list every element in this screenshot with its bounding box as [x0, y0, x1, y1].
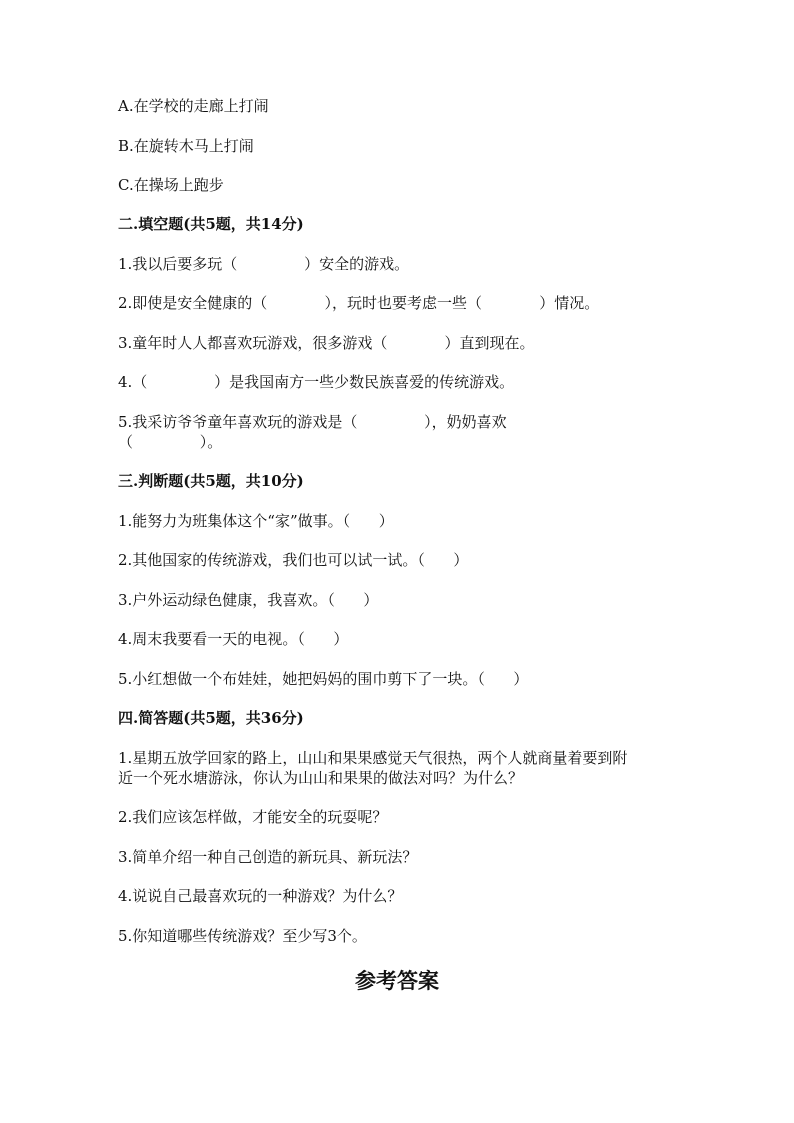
section-heading-short-answer: 四.简答题(共5题，共36分) — [118, 709, 304, 727]
choice-option-a: A.在学校的走廊上打闹 — [118, 97, 269, 115]
choice-option-b: B.在旋转木马上打闹 — [118, 137, 254, 155]
short-answer-question-3: 3.简单介绍一种自己创造的新玩具、新玩法？ — [118, 848, 418, 866]
short-answer-question-1: 1.星期五放学回家的路上，山山和果果感觉天气很热，两个人就商量着要到附 — [118, 749, 628, 767]
answer-section-title: 参考答案 — [355, 968, 439, 993]
section-heading-true-false: 三.判断题(共5题，共10分) — [118, 472, 304, 490]
fill-blank-question-5: 5.我采访爷爷童年喜欢玩的游戏是（ ），奶奶喜欢 — [118, 413, 507, 431]
true-false-question-3: 3.户外运动绿色健康，我喜欢。（ ） — [118, 591, 379, 609]
fill-blank-question-1: 1.我以后要多玩（ ）安全的游戏。 — [118, 255, 410, 273]
true-false-question-2: 2.其他国家的传统游戏，我们也可以试一试。（ ） — [118, 551, 469, 569]
true-false-question-5: 5.小红想做一个布娃娃，她把妈妈的围巾剪下了一块。（ ） — [118, 670, 529, 688]
fill-blank-question-5-continued: （ ）。 — [118, 433, 223, 451]
short-answer-question-1-continued: 近一个死水塘游泳，你认为山山和果果的做法对吗？为什么？ — [118, 769, 524, 787]
short-answer-question-2: 2.我们应该怎样做，才能安全的玩耍呢？ — [118, 808, 388, 826]
true-false-question-1: 1.能努力为班集体这个“家”做事。（ ） — [118, 512, 394, 530]
fill-blank-question-3: 3.童年时人人都喜欢玩游戏，很多游戏（ ）直到现在。 — [118, 334, 535, 352]
true-false-question-4: 4.周末我要看一天的电视。（ ） — [118, 630, 349, 648]
fill-blank-question-2: 2.即使是安全健康的（ ），玩时也要考虑一些（ ）情况。 — [118, 294, 600, 312]
short-answer-question-4: 4.说说自己最喜欢玩的一种游戏？为什么？ — [118, 887, 403, 905]
choice-option-c: C.在操场上跑步 — [118, 176, 224, 194]
section-heading-fill-blank: 二.填空题(共5题，共14分) — [118, 215, 304, 233]
short-answer-question-5: 5.你知道哪些传统游戏？至少写3个。 — [118, 927, 367, 945]
fill-blank-question-4: 4.（ ）是我国南方一些少数民族喜爱的传统游戏。 — [118, 373, 515, 391]
